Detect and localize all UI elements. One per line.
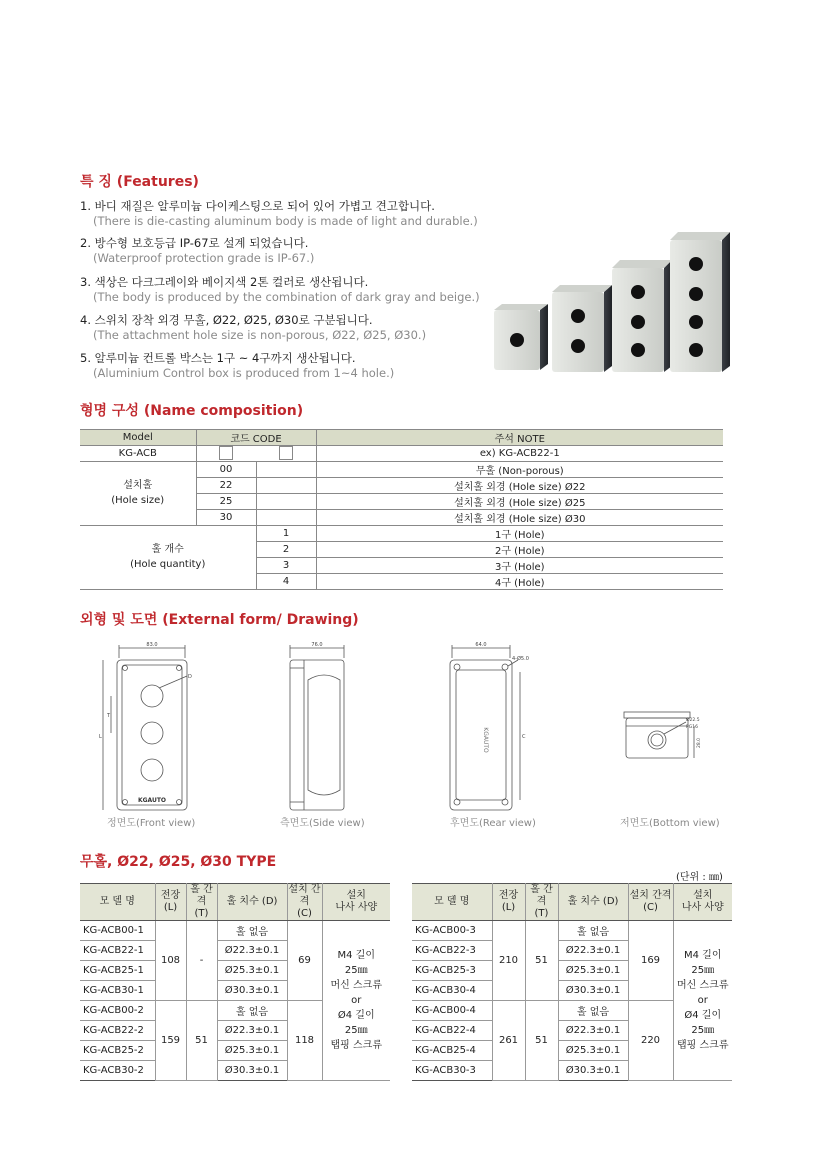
header-install-gap: 설치 간격 (C) xyxy=(628,884,673,921)
model-cell: KG-ACB30-2 xyxy=(80,1061,155,1081)
header-length: 전장 (L) xyxy=(492,884,525,921)
brand-logo: KGAUTO xyxy=(137,797,167,804)
product-photo xyxy=(488,228,733,378)
feature-ko: 2. 방수형 보호등급 IP-67로 설계 되었습니다. xyxy=(80,236,309,250)
model-cell: KG-ACB25-4 xyxy=(412,1041,492,1061)
hole-size-ko: 설치홀 xyxy=(123,480,153,491)
length-cell: 261 xyxy=(492,1001,525,1081)
hole-size-cell: Ø25.3±0.1 xyxy=(558,1041,628,1061)
dim-c: C xyxy=(522,734,526,740)
name-composition-table xyxy=(80,429,723,590)
size-note: 무홀 (Non-porous) xyxy=(316,461,723,477)
code-box xyxy=(256,446,316,462)
table-row xyxy=(80,525,723,541)
model-value: KG-ACB xyxy=(80,446,196,462)
hole-gap-cell: 51 xyxy=(525,921,558,1001)
brand-logo: KGAUTO xyxy=(482,727,489,753)
screw-spec-cell xyxy=(322,921,390,1081)
hole-size-cell: Ø22.3±0.1 xyxy=(558,941,628,961)
feature-en: (The body is produced by the combination of dark gray and beige.) xyxy=(93,290,480,304)
size-code: 30 xyxy=(196,509,256,525)
qty-note: 1구 (Hole) xyxy=(316,525,723,541)
install-gap-cell: 169 xyxy=(628,921,673,1001)
hole-gap-cell: 51 xyxy=(186,1001,217,1081)
model-cell: KG-ACB22-4 xyxy=(412,1021,492,1041)
empty-cell xyxy=(256,477,316,493)
table-row xyxy=(80,461,723,477)
header-hole-size: 홀 치수 (D) xyxy=(558,884,628,921)
dim-front-width: 83.0 xyxy=(146,642,158,648)
screw-spec-line: 탭핑 스크류 xyxy=(677,1040,729,1051)
install-gap-cell: 69 xyxy=(287,921,322,1001)
hole-size-cell: Ø30.3±0.1 xyxy=(558,981,628,1001)
table-row xyxy=(80,446,723,462)
screw-spec-line: 25㎜ xyxy=(344,965,368,976)
model-cell: KG-ACB22-1 xyxy=(80,941,155,961)
dim-side-width: 76.0 xyxy=(311,642,323,648)
feature-item xyxy=(80,236,314,266)
header-hole-gap: 홀 간격 (T) xyxy=(186,884,217,921)
screw-spec-line: 25㎜ xyxy=(344,1025,368,1036)
screw-spec-line: 탭핑 스크류 xyxy=(330,1040,382,1051)
model-cell: KG-ACB30-1 xyxy=(80,981,155,1001)
caption-bottom: 저면도(Bottom view) xyxy=(620,818,720,829)
feature-ko: 1. 바디 재질은 알루미늄 다이케스팅으로 되어 있어 가볍고 견고합니다. xyxy=(80,199,435,213)
header-length: 전장 (L) xyxy=(155,884,186,921)
model-cell: KG-ACB25-3 xyxy=(412,961,492,981)
rear-view-drawing xyxy=(440,640,540,815)
qty-note: 4구 (Hole) xyxy=(316,573,723,589)
size-code: 25 xyxy=(196,493,256,509)
hole-size-cell: 홀 없음 xyxy=(217,1001,287,1021)
model-cell: KG-ACB22-3 xyxy=(412,941,492,961)
model-cell: KG-ACB30-3 xyxy=(412,1061,492,1081)
screw-spec-line: 머신 스크류 xyxy=(330,980,382,991)
screw-spec-cell xyxy=(673,921,732,1081)
header-hole-size: 홀 치수 (D) xyxy=(217,884,287,921)
features-title: 특 징 (Features) xyxy=(80,174,199,190)
size-note: 설치홀 외경 (Hole size) Ø22 xyxy=(316,477,723,493)
qty-code: 3 xyxy=(256,557,316,573)
screw-spec-line: 25㎜ xyxy=(691,965,715,976)
feature-en: (Waterproof protection grade is IP-67.) xyxy=(93,251,315,265)
hole-size-cell: Ø25.3±0.1 xyxy=(558,961,628,981)
hole-size-cell: Ø25.3±0.1 xyxy=(217,1041,287,1061)
install-gap-cell: 220 xyxy=(628,1001,673,1081)
dim-l: L xyxy=(99,734,102,740)
qty-note: 2구 (Hole) xyxy=(316,541,723,557)
dim-bottom-d: Ø22.5 xyxy=(686,718,700,723)
bottom-view-drawing xyxy=(620,700,715,775)
feature-en: (The attachment hole size is non-porous, Ø22, Ø25, Ø30.) xyxy=(93,328,427,342)
qty-code: 4 xyxy=(256,573,316,589)
feature-ko: 3. 색상은 다크그레이와 베이지색 2톤 컬러로 생산됩니다. xyxy=(80,275,369,289)
table-row xyxy=(412,921,732,941)
length-cell: 210 xyxy=(492,921,525,1001)
feature-en: (There is die-casting aluminum body is made of light and durable.) xyxy=(93,214,478,228)
header-code: 코드 CODE xyxy=(196,430,316,446)
length-cell: 108 xyxy=(155,921,186,1001)
dim-bottom-pg: PG16 xyxy=(686,725,698,730)
dim-d: D xyxy=(188,674,192,680)
size-note: 설치홀 외경 (Hole size) Ø30 xyxy=(316,509,723,525)
screw-spec-line: Ø4 길이 xyxy=(684,1010,722,1021)
feature-en: (Aluminium Control box is produced from 1~4 hole.) xyxy=(93,366,395,380)
feature-item xyxy=(80,313,426,343)
qty-code: 1 xyxy=(256,525,316,541)
hole-size-cell: Ø30.3±0.1 xyxy=(217,981,287,1001)
header-screw: 설치 나사 사양 xyxy=(673,884,732,921)
empty-cell xyxy=(256,493,316,509)
size-code: 00 xyxy=(196,461,256,477)
screw-spec-line: Ø4 길이 xyxy=(337,1010,375,1021)
hole-size-cell: Ø30.3±0.1 xyxy=(217,1061,287,1081)
header-install-gap: 설치 간격 (C) xyxy=(288,884,321,919)
size-note: 설치홀 외경 (Hole size) Ø25 xyxy=(316,493,723,509)
model-cell: KG-ACB25-1 xyxy=(80,961,155,981)
hole-size-cell: Ø25.3±0.1 xyxy=(217,961,287,981)
hole-qty-label xyxy=(80,525,256,589)
table-header-row xyxy=(412,884,732,921)
length-cell: 159 xyxy=(155,1001,186,1081)
hole-qty-en: (Hole quantity) xyxy=(130,559,206,570)
screw-spec-line: or xyxy=(351,995,362,1006)
header-model: Model xyxy=(80,430,196,446)
install-gap-cell: 118 xyxy=(287,1001,322,1081)
dim-bottom-h: 28.0 xyxy=(697,737,702,748)
header-screw: 설치 나사 사양 xyxy=(322,884,390,921)
model-cell: KG-ACB30-4 xyxy=(412,981,492,1001)
hole-size-label xyxy=(80,461,196,525)
feature-item xyxy=(80,199,478,229)
header-note: 주석 NOTE xyxy=(316,430,723,446)
model-cell: KG-ACB25-2 xyxy=(80,1041,155,1061)
screw-spec-line: or xyxy=(697,995,708,1006)
spec-title: 무홀, Ø22, Ø25, Ø30 TYPE xyxy=(80,854,277,870)
empty-cell xyxy=(256,509,316,525)
hole-qty-ko: 홀 개수 xyxy=(151,544,184,555)
model-cell: KG-ACB22-2 xyxy=(80,1021,155,1041)
screw-spec-line: 25㎜ xyxy=(691,1025,715,1036)
table-row xyxy=(80,921,390,941)
table-header-row xyxy=(80,430,723,446)
dim-t: T xyxy=(107,713,111,719)
caption-rear: 후면도(Rear view) xyxy=(450,818,536,829)
feature-ko: 5. 알루미늄 컨트롤 박스는 1구 ~ 4구까지 생산됩니다. xyxy=(80,351,356,365)
drawing-title: 외형 및 도면 (External form/ Drawing) xyxy=(80,612,359,628)
hole-gap-cell: 51 xyxy=(525,1001,558,1081)
feature-item xyxy=(80,275,480,305)
spec-table-left xyxy=(80,883,390,1081)
caption-side: 측면도(Side view) xyxy=(280,818,365,829)
hole-size-cell: Ø30.3±0.1 xyxy=(558,1061,628,1081)
screw-spec-line: M4 길이 xyxy=(684,950,722,961)
qty-note: 3구 (Hole) xyxy=(316,557,723,573)
model-cell: KG-ACB00-4 xyxy=(412,1001,492,1021)
model-cell: KG-ACB00-3 xyxy=(412,921,492,941)
screw-spec-line: 머신 스크류 xyxy=(677,980,729,991)
hole-gap-cell: - xyxy=(186,921,217,1001)
hole-size-cell: Ø22.3±0.1 xyxy=(217,941,287,961)
header-model: 모 델 명 xyxy=(80,884,155,921)
example-note: ex) KG-ACB22-1 xyxy=(316,446,723,462)
feature-item xyxy=(80,351,394,381)
screw-spec-line: M4 길이 xyxy=(337,950,375,961)
code-box xyxy=(196,446,256,462)
hole-size-cell: Ø22.3±0.1 xyxy=(217,1021,287,1041)
qty-code: 2 xyxy=(256,541,316,557)
name-composition-title: 형명 구성 (Name composition) xyxy=(80,403,304,419)
header-hole-gap: 홀 간격 (T) xyxy=(525,884,558,921)
hole-size-cell: 홀 없음 xyxy=(558,1001,628,1021)
hole-size-cell: 홀 없음 xyxy=(217,921,287,941)
hole-size-cell: Ø22.3±0.1 xyxy=(558,1021,628,1041)
front-view-drawing xyxy=(95,640,205,815)
spec-table-right xyxy=(412,883,732,1081)
side-view-drawing xyxy=(280,640,360,815)
dim-rear-hole: 4-Ø5.0 xyxy=(512,656,529,662)
hole-size-en: (Hole size) xyxy=(111,495,165,506)
dim-rear-width: 64.0 xyxy=(475,642,487,648)
model-cell: KG-ACB00-2 xyxy=(80,1001,155,1021)
empty-cell xyxy=(256,461,316,477)
header-model: 모 델 명 xyxy=(412,884,492,921)
size-code: 22 xyxy=(196,477,256,493)
hole-size-cell: 홀 없음 xyxy=(558,921,628,941)
unit-label: (단위 : ㎜) xyxy=(676,872,723,883)
table-header-row xyxy=(80,884,390,921)
feature-ko: 4. 스위치 장착 외경 무홀, Ø22, Ø25, Ø30로 구분됩니다. xyxy=(80,313,373,327)
caption-front: 정면도(Front view) xyxy=(107,818,196,829)
model-cell: KG-ACB00-1 xyxy=(80,921,155,941)
